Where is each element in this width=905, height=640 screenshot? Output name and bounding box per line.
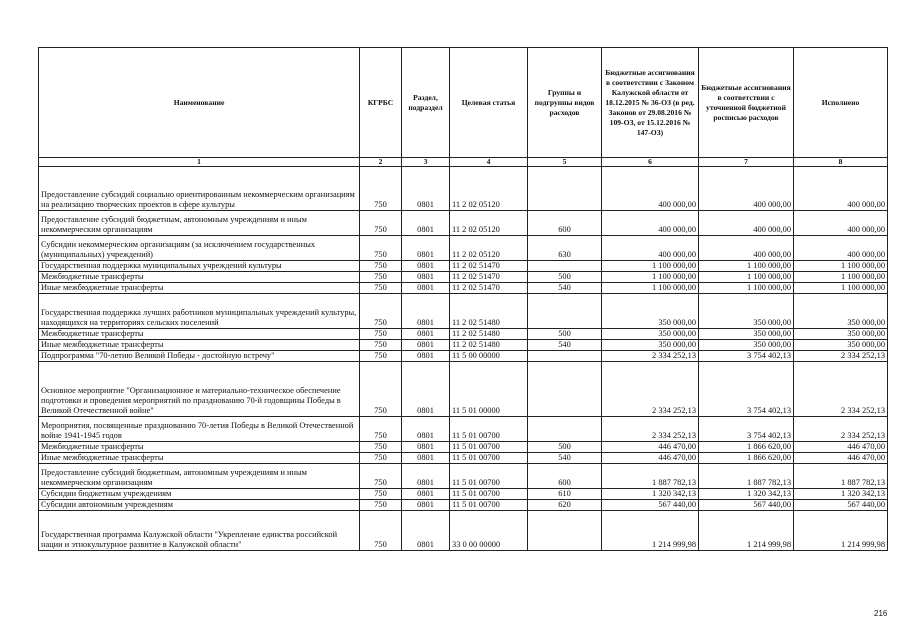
row-name-cell: Государственная поддержка муниципальных учреждений культуры	[39, 261, 360, 272]
column-header-target-article: Целевая статья	[450, 48, 528, 158]
refined-allocation-cell: 3 754 402,13	[699, 417, 794, 442]
section-cell: 0801	[402, 417, 450, 442]
refined-allocation-cell: 1 100 000,00	[699, 261, 794, 272]
refined-allocation-cell: 1 866 620,00	[699, 453, 794, 464]
law-allocation-cell: 2 334 252,13	[602, 362, 699, 417]
executed-cell: 2 334 252,13	[794, 417, 888, 442]
expense-group-cell: 610	[528, 489, 602, 500]
header-row	[39, 48, 888, 158]
expense-group-cell: 600	[528, 464, 602, 489]
refined-allocation-cell: 350 000,00	[699, 329, 794, 340]
row-name-cell: Иные межбюджетные трансферты	[39, 340, 360, 351]
executed-cell: 400 000,00	[794, 236, 888, 261]
row-name-cell: Подпрограмма "70-летию Великой Победы - достойную встречу"	[39, 351, 360, 362]
target-article-cell: 11 2 02 05120	[450, 167, 528, 211]
row-name-cell: Основное мероприятие "Организационное и материально-техническое обеспечение подготовки и проведения мероприятий по празднованию 70-й годовщины Победы в Великой Отечественной войне"	[39, 362, 360, 417]
law-allocation-cell: 1 100 000,00	[602, 261, 699, 272]
kgrbs-cell: 750	[360, 351, 402, 362]
section-cell: 0801	[402, 261, 450, 272]
column-number: 3	[402, 158, 450, 167]
target-article-cell: 11 2 02 51470	[450, 283, 528, 294]
kgrbs-cell: 750	[360, 442, 402, 453]
executed-cell: 400 000,00	[794, 211, 888, 236]
executed-cell: 350 000,00	[794, 329, 888, 340]
column-number-row	[39, 158, 888, 167]
law-allocation-cell: 350 000,00	[602, 329, 699, 340]
law-allocation-cell: 446 470,00	[602, 453, 699, 464]
refined-allocation-cell: 1 100 000,00	[699, 272, 794, 283]
kgrbs-cell: 750	[360, 283, 402, 294]
law-allocation-cell: 2 334 252,13	[602, 417, 699, 442]
expense-group-cell: 600	[528, 211, 602, 236]
section-cell: 0801	[402, 351, 450, 362]
kgrbs-cell: 750	[360, 329, 402, 340]
row-name-cell: Предоставление субсидий бюджетным, автономным учреждениям и иным некоммерческим организациям	[39, 464, 360, 489]
column-number: 8	[794, 158, 888, 167]
expense-group-cell: 540	[528, 453, 602, 464]
expense-group-cell	[528, 261, 602, 272]
budget-table	[38, 47, 888, 551]
target-article-cell: 11 5 01 00700	[450, 417, 528, 442]
table-row	[39, 329, 888, 340]
section-cell: 0801	[402, 294, 450, 329]
target-article-cell: 11 2 02 51480	[450, 294, 528, 329]
expense-group-cell	[528, 362, 602, 417]
law-allocation-cell: 400 000,00	[602, 236, 699, 261]
refined-allocation-cell: 3 754 402,13	[699, 362, 794, 417]
column-number: 6	[602, 158, 699, 167]
column-number: 2	[360, 158, 402, 167]
table-row	[39, 489, 888, 500]
executed-cell: 446 470,00	[794, 453, 888, 464]
table-row	[39, 272, 888, 283]
kgrbs-cell: 750	[360, 272, 402, 283]
law-allocation-cell: 400 000,00	[602, 167, 699, 211]
kgrbs-cell: 750	[360, 500, 402, 511]
section-cell: 0801	[402, 236, 450, 261]
table-row	[39, 417, 888, 442]
refined-allocation-cell: 1 320 342,13	[699, 489, 794, 500]
expense-group-cell	[528, 351, 602, 362]
law-allocation-cell: 350 000,00	[602, 294, 699, 329]
kgrbs-cell: 750	[360, 464, 402, 489]
table-row	[39, 500, 888, 511]
expense-group-cell: 500	[528, 329, 602, 340]
target-article-cell: 11 5 01 00700	[450, 442, 528, 453]
row-name-cell: Субсидии бюджетным учреждениям	[39, 489, 360, 500]
expense-group-cell: 540	[528, 283, 602, 294]
target-article-cell: 11 5 01 00700	[450, 500, 528, 511]
table-row	[39, 294, 888, 329]
expense-group-cell	[528, 294, 602, 329]
kgrbs-cell: 750	[360, 417, 402, 442]
section-cell: 0801	[402, 442, 450, 453]
column-header-executed: Исполнено	[794, 48, 888, 158]
column-header-kgrbs: КГРБС	[360, 48, 402, 158]
law-allocation-cell: 1 100 000,00	[602, 283, 699, 294]
target-article-cell: 11 2 02 51470	[450, 272, 528, 283]
refined-allocation-cell: 350 000,00	[699, 340, 794, 351]
column-number: 7	[699, 158, 794, 167]
target-article-cell: 11 2 02 05120	[450, 236, 528, 261]
column-number: 1	[39, 158, 360, 167]
row-name-cell: Предоставление субсидий бюджетным, автономным учреждениям и иным некоммерческим организациям	[39, 211, 360, 236]
executed-cell: 1 100 000,00	[794, 272, 888, 283]
refined-allocation-cell: 400 000,00	[699, 211, 794, 236]
executed-cell: 2 334 252,13	[794, 362, 888, 417]
expense-group-cell: 630	[528, 236, 602, 261]
section-cell: 0801	[402, 272, 450, 283]
section-cell: 0801	[402, 167, 450, 211]
expense-group-cell	[528, 417, 602, 442]
row-name-cell: Субсидии некоммерческим организациям (за исключением государственных (муниципальных) учреждений)	[39, 236, 360, 261]
section-cell: 0801	[402, 453, 450, 464]
row-name-cell: Государственная поддержка лучших работников муниципальных учреждений культуры, находящихся на территориях сельских поселений	[39, 294, 360, 329]
section-cell: 0801	[402, 329, 450, 340]
kgrbs-cell: 750	[360, 489, 402, 500]
kgrbs-cell: 750	[360, 261, 402, 272]
kgrbs-cell: 750	[360, 167, 402, 211]
executed-cell: 350 000,00	[794, 294, 888, 329]
executed-cell: 1 887 782,13	[794, 464, 888, 489]
table-row	[39, 236, 888, 261]
table-row	[39, 167, 888, 211]
law-allocation-cell: 567 440,00	[602, 500, 699, 511]
law-allocation-cell: 2 334 252,13	[602, 351, 699, 362]
row-name-cell: Государственная программа Калужской области "Укрепление единства российской нации и этнокультурное развитие в Калужской области"	[39, 511, 360, 551]
column-header-name: Наименование	[39, 48, 360, 158]
section-cell: 0801	[402, 511, 450, 551]
refined-allocation-cell: 567 440,00	[699, 500, 794, 511]
kgrbs-cell: 750	[360, 236, 402, 261]
target-article-cell: 11 2 02 51480	[450, 329, 528, 340]
law-allocation-cell: 1 214 999,98	[602, 511, 699, 551]
row-name-cell: Межбюджетные трансферты	[39, 272, 360, 283]
section-cell: 0801	[402, 340, 450, 351]
law-allocation-cell: 1 320 342,13	[602, 489, 699, 500]
executed-cell: 400 000,00	[794, 167, 888, 211]
executed-cell: 567 440,00	[794, 500, 888, 511]
section-cell: 0801	[402, 464, 450, 489]
column-number: 4	[450, 158, 528, 167]
target-article-cell: 11 2 02 51470	[450, 261, 528, 272]
table-row	[39, 362, 888, 417]
target-article-cell: 11 2 02 51480	[450, 340, 528, 351]
table-row	[39, 340, 888, 351]
target-article-cell: 33 0 00 00000	[450, 511, 528, 551]
expense-group-cell	[528, 167, 602, 211]
table-row	[39, 261, 888, 272]
target-article-cell: 11 5 01 00000	[450, 362, 528, 417]
kgrbs-cell: 750	[360, 511, 402, 551]
refined-allocation-cell: 350 000,00	[699, 294, 794, 329]
expense-group-cell: 540	[528, 340, 602, 351]
table-row	[39, 511, 888, 551]
row-name-cell: Иные межбюджетные трансферты	[39, 283, 360, 294]
kgrbs-cell: 750	[360, 453, 402, 464]
expense-group-cell: 500	[528, 442, 602, 453]
page-number: 216	[874, 609, 888, 618]
table-row	[39, 351, 888, 362]
executed-cell: 1 320 342,13	[794, 489, 888, 500]
column-header-section: Раздел, подраздел	[402, 48, 450, 158]
kgrbs-cell: 750	[360, 294, 402, 329]
executed-cell: 1 100 000,00	[794, 261, 888, 272]
table-row	[39, 283, 888, 294]
expense-group-cell: 620	[528, 500, 602, 511]
kgrbs-cell: 750	[360, 340, 402, 351]
section-cell: 0801	[402, 500, 450, 511]
target-article-cell: 11 5 00 00000	[450, 351, 528, 362]
refined-allocation-cell: 400 000,00	[699, 167, 794, 211]
law-allocation-cell: 446 470,00	[602, 442, 699, 453]
row-name-cell: Межбюджетные трансферты	[39, 442, 360, 453]
refined-allocation-cell: 1 887 782,13	[699, 464, 794, 489]
target-article-cell: 11 5 01 00700	[450, 489, 528, 500]
refined-allocation-cell: 400 000,00	[699, 236, 794, 261]
section-cell: 0801	[402, 211, 450, 236]
column-header-law-allocations: Бюджетные ассигнования в соответствии с Законом Калужской области от 18.12.2015 № 36-ОЗ (в ред. Законов от 29.08.2016 № 109-ОЗ, от 15.12.2016 № 147-ОЗ)	[602, 48, 699, 158]
executed-cell: 446 470,00	[794, 442, 888, 453]
row-name-cell: Межбюджетные трансферты	[39, 329, 360, 340]
refined-allocation-cell: 1 214 999,98	[699, 511, 794, 551]
table-row	[39, 211, 888, 236]
row-name-cell: Иные межбюджетные трансферты	[39, 453, 360, 464]
kgrbs-cell: 750	[360, 211, 402, 236]
executed-cell: 2 334 252,13	[794, 351, 888, 362]
target-article-cell: 11 5 01 00700	[450, 464, 528, 489]
column-header-refined-allocations: Бюджетные ассигнования в соответствии с уточненной бюджетной росписью расходов	[699, 48, 794, 158]
table-body	[39, 167, 888, 551]
target-article-cell: 11 5 01 00700	[450, 453, 528, 464]
row-name-cell: Мероприятия, посвященные празднованию 70-летия Победы в Великой Отечественной войне 1941-1945 годов	[39, 417, 360, 442]
section-cell: 0801	[402, 283, 450, 294]
refined-allocation-cell: 1 100 000,00	[699, 283, 794, 294]
executed-cell: 350 000,00	[794, 340, 888, 351]
refined-allocation-cell: 3 754 402,13	[699, 351, 794, 362]
law-allocation-cell: 1 100 000,00	[602, 272, 699, 283]
target-article-cell: 11 2 02 05120	[450, 211, 528, 236]
column-number: 5	[528, 158, 602, 167]
expense-group-cell	[528, 511, 602, 551]
column-header-expense-groups: Группы и подгруппы видов расходов	[528, 48, 602, 158]
row-name-cell: Предоставление субсидий социально ориентированным некоммерческим организациям на реализацию творческих проектов в сфере культуры	[39, 167, 360, 211]
law-allocation-cell: 350 000,00	[602, 340, 699, 351]
section-cell: 0801	[402, 362, 450, 417]
kgrbs-cell: 750	[360, 362, 402, 417]
expense-group-cell: 500	[528, 272, 602, 283]
law-allocation-cell: 400 000,00	[602, 211, 699, 236]
table-row	[39, 464, 888, 489]
row-name-cell: Субсидии автономным учреждениям	[39, 500, 360, 511]
executed-cell: 1 214 999,98	[794, 511, 888, 551]
section-cell: 0801	[402, 489, 450, 500]
law-allocation-cell: 1 887 782,13	[602, 464, 699, 489]
executed-cell: 1 100 000,00	[794, 283, 888, 294]
table-row	[39, 442, 888, 453]
table-row	[39, 453, 888, 464]
refined-allocation-cell: 1 866 620,00	[699, 442, 794, 453]
